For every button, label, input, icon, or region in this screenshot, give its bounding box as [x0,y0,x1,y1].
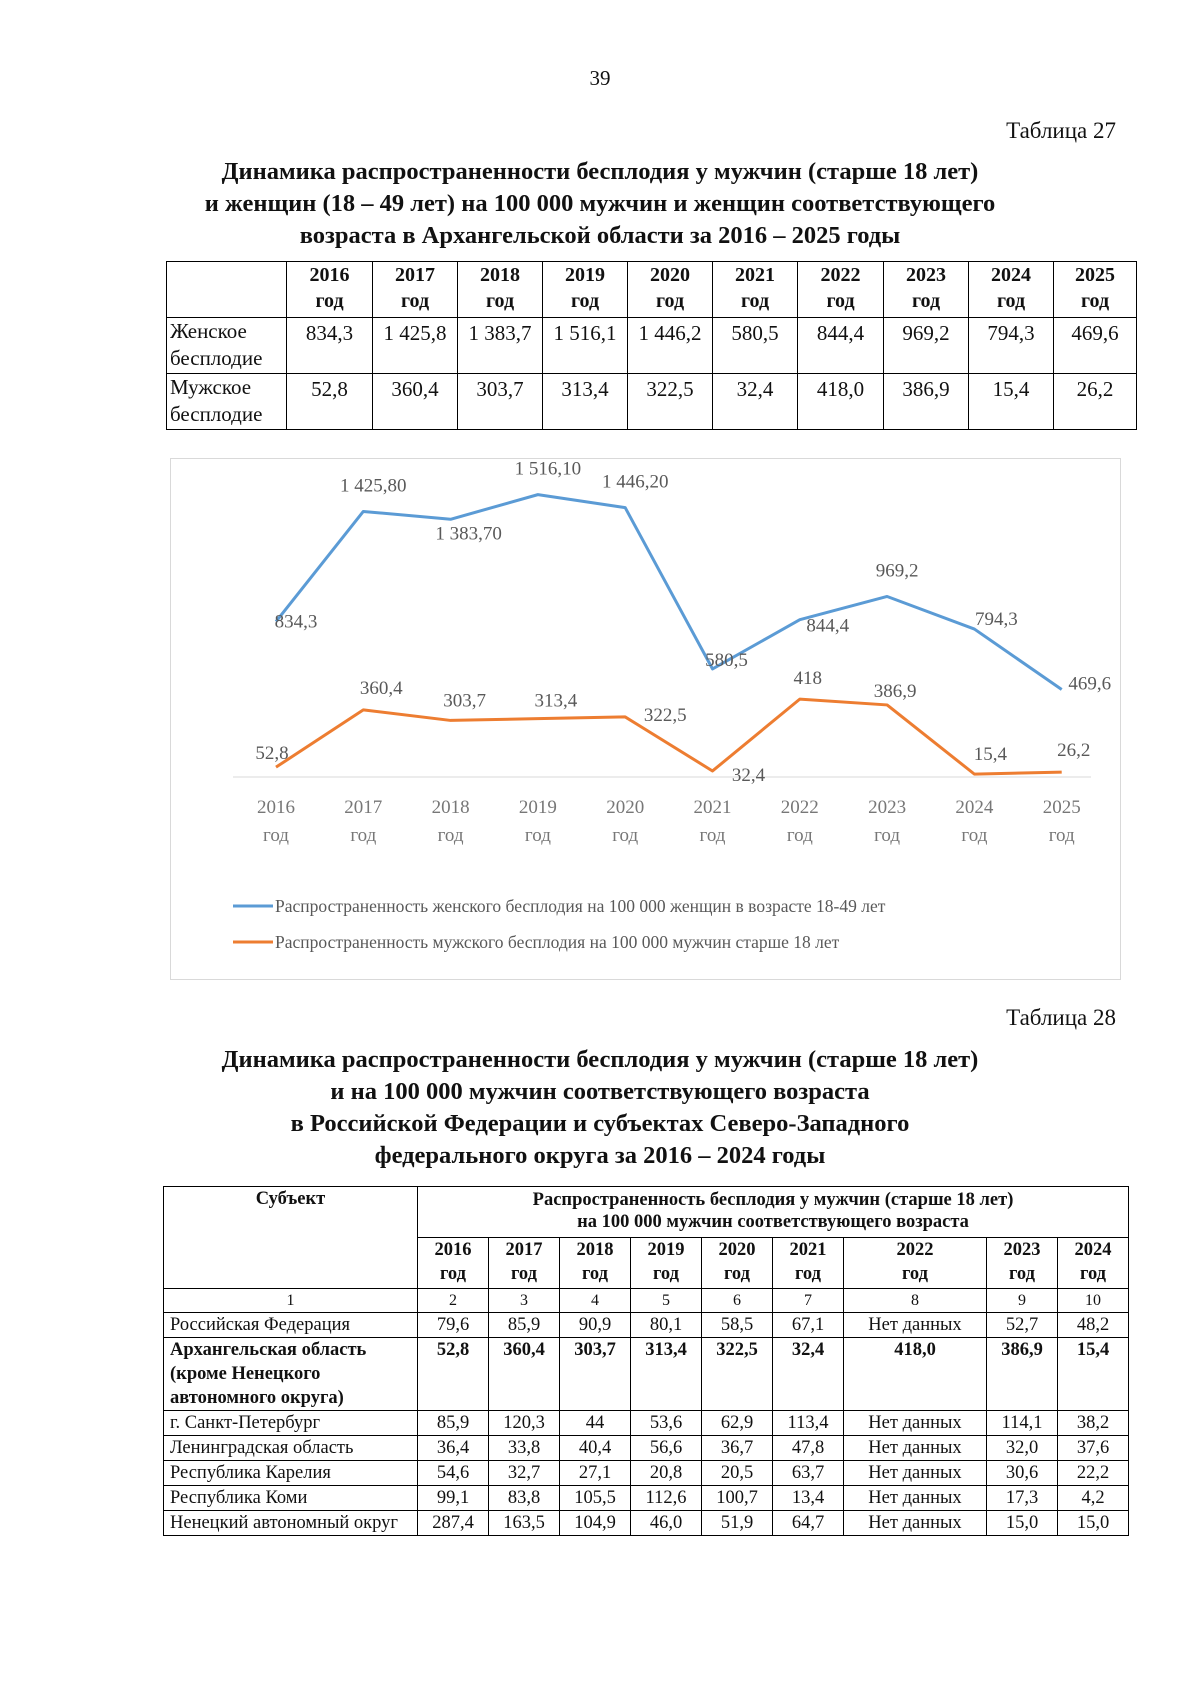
subject-name: Республика Коми [164,1486,418,1511]
table-cell: 52,7 [987,1313,1058,1338]
title-line: в Российской Федерации и субъектах Северо-Западного [290,1110,910,1137]
x-tick-label: 2021 год [693,797,732,846]
table-cell: 418,0 [798,374,884,430]
year-value: 2017 [395,264,435,286]
table-cell: 30,6 [987,1461,1058,1486]
data-label: 386,9 [873,680,917,702]
table-28 [163,1186,1129,1536]
title-line: и женщин (18 – 49 лет) на 100 000 мужчин и женщин соответствующего [204,190,996,217]
table-cell: 85,9 [489,1313,560,1338]
table-cell: 17,3 [987,1486,1058,1511]
subject-name: Ненецкий автономный округ [164,1511,418,1536]
year-value: 2020 [718,1240,756,1260]
table-cell: 99,1 [418,1486,489,1511]
year-suffix: год [652,1264,679,1284]
x-tick-label: 2016 год [257,797,295,846]
table-cell: Нет данных [844,1486,987,1511]
table-cell: 27,1 [560,1461,631,1486]
x-tick-label: 2024 год [955,797,994,846]
year-header-cell [987,1238,1058,1289]
group-header-line: Распространенность бесплодия у мужчин (старше 18 лет) [532,1190,1014,1210]
data-label: 360,4 [359,677,403,699]
year-header-cell [884,262,969,318]
table-cell: 1 425,8 [373,318,458,374]
table-27-title [100,156,1100,252]
row-label: Мужское бесплодие [167,374,287,430]
year-header-cell [702,1238,773,1289]
table-cell: 322,5 [628,374,713,430]
year-header-cell [373,262,458,318]
year-value: 2020 [650,264,690,286]
year-suffix: год [315,290,344,312]
year-suffix: год [570,290,600,312]
subject-name: Ленинградская область [164,1436,418,1461]
data-label: 844,4 [806,615,850,637]
year-header-cell [713,262,798,318]
x-tick-label: 2017 год [344,797,383,846]
table-cell: 20,8 [631,1461,702,1486]
table-cell: 287,4 [418,1511,489,1536]
table-cell: 13,4 [773,1486,844,1511]
table-cell: 56,6 [631,1436,702,1461]
column-number-cell: 2 [418,1289,489,1313]
series-line-female [276,495,1062,690]
table-cell: 1 383,7 [458,318,543,374]
data-label: 418 [793,668,823,690]
year-suffix: год [996,290,1026,312]
table-cell: 52,8 [418,1338,489,1411]
year-header-cell [543,262,628,318]
table-row [164,1511,1129,1536]
table-cell: 120,3 [489,1411,560,1436]
table-cell: 313,4 [631,1338,702,1411]
table-cell: 67,1 [773,1313,844,1338]
table-row [164,1461,1129,1486]
table-row [167,318,1137,374]
table-cell: 360,4 [489,1338,560,1411]
year-suffix: год [740,290,770,312]
table-cell: 1 516,1 [543,318,628,374]
table-cell: 48,2 [1058,1313,1129,1338]
x-tick-label: 2022 год [780,797,819,846]
year-suffix: год [901,1264,928,1284]
x-tick-label: 2018 год [431,797,470,846]
year-value: 2016 [309,264,350,286]
year-suffix: год [400,290,430,312]
column-number-cell: 7 [773,1289,844,1313]
table-cell: 386,9 [884,374,969,430]
title-line: Динамика распространенности бесплодия у мужчин (старше 18 лет) [221,158,979,185]
title-line: Динамика распространенности бесплодия у мужчин (старше 18 лет) [221,1046,979,1073]
table-cell: 54,6 [418,1461,489,1486]
table-cell: 15,4 [1058,1338,1129,1411]
table-cell: 20,5 [702,1461,773,1486]
title-line: возраста в Архангельской области за 2016 – 2025 годы [299,222,901,249]
table-cell: Нет данных [844,1411,987,1436]
legend-label: Распространенность мужского бесплодия на 100 000 мужчин старше 18 лет [275,932,840,952]
column-number-cell: 9 [987,1289,1058,1313]
year-header-cell [798,262,884,318]
table-cell: 85,9 [418,1411,489,1436]
column-number-cell: 8 [844,1289,987,1313]
year-header-cell [773,1238,844,1289]
table-cell: 90,9 [560,1313,631,1338]
table-cell: 38,2 [1058,1411,1129,1436]
table-header-row [167,262,1137,318]
year-value: 2018 [576,1240,614,1260]
year-suffix: год [723,1264,750,1284]
data-label: 794,3 [975,609,1018,631]
table-cell: 105,5 [560,1486,631,1511]
year-value: 2024 [1074,1240,1112,1260]
title-line: и на 100 000 мужчин соответствующего возраста [330,1078,870,1105]
chart-container [170,458,1121,980]
table-cell: 104,9 [560,1511,631,1536]
data-label: 1 446,20 [601,471,669,493]
table-row [164,1411,1129,1436]
row-label: Женское бесплодие [167,318,287,374]
data-label: 969,2 [875,560,919,582]
subject-name: Российская Федерация [164,1313,418,1338]
table-cell: 32,7 [489,1461,560,1486]
table-28-label: Таблица 28 [1006,1005,1116,1030]
table-cell: 26,2 [1054,374,1137,430]
table-row [167,374,1137,430]
table-cell: 322,5 [702,1338,773,1411]
x-tick-label: 2019 год [518,797,557,846]
table-cell: Нет данных [844,1436,987,1461]
year-suffix: год [439,1264,466,1284]
year-value: 2019 [565,264,605,286]
year-header-cell [844,1238,987,1289]
page-number: 39 [589,66,611,90]
table-cell: 469,6 [1054,318,1137,374]
year-suffix: год [1080,1264,1107,1284]
table-cell: 22,2 [1058,1461,1129,1486]
table-cell: 36,7 [702,1436,773,1461]
data-label: 1 383,70 [435,523,502,545]
year-header-cell [489,1238,560,1289]
year-header-cell [1058,1238,1129,1289]
table-cell: 44 [560,1411,631,1436]
year-suffix: год [485,290,515,312]
table-cell: Нет данных [844,1461,987,1486]
table-cell: 834,3 [287,318,373,374]
column-number-row [164,1289,1129,1313]
subject-header: Субъект [164,1187,418,1289]
table-cell: 303,7 [560,1338,631,1411]
table-cell: 47,8 [773,1436,844,1461]
table-cell: 163,5 [489,1511,560,1536]
table-cell: 63,7 [773,1461,844,1486]
year-value: 2021 [735,264,775,286]
year-value: 2018 [480,264,520,286]
x-tick-label: 2023 год [868,797,907,846]
table-cell: 360,4 [373,374,458,430]
year-value: 2016 [434,1240,472,1260]
year-header-cell [631,1238,702,1289]
table-cell: 1 446,2 [628,318,713,374]
year-value: 2022 [896,1240,934,1260]
column-number-cell: 10 [1058,1289,1129,1313]
table-cell: 58,5 [702,1313,773,1338]
data-label: 313,4 [534,690,578,712]
data-label: 52,8 [255,743,289,765]
year-value: 2025 [1075,264,1115,286]
year-value: 2024 [991,264,1031,286]
data-label: 322,5 [643,704,687,726]
table-cell: 303,7 [458,374,543,430]
table-row [164,1436,1129,1461]
year-value: 2023 [906,264,946,286]
data-label: 1 516,10 [514,459,582,480]
year-header-cell [458,262,543,318]
subject-name: г. Санкт-Петербург [164,1411,418,1436]
year-suffix: год [794,1264,821,1284]
table-cell: 313,4 [543,374,628,430]
year-value: 2023 [1003,1240,1041,1260]
year-suffix: год [826,290,855,312]
data-label: 834,3 [274,611,318,633]
group-header-line: на 100 000 мужчин соответствующего возраста [577,1212,969,1232]
data-label: 469,6 [1068,673,1112,695]
title-line: федерального округа за 2016 – 2024 годы [374,1142,826,1169]
table-cell: 83,8 [489,1486,560,1511]
year-suffix: год [911,290,941,312]
year-header-cell [1054,262,1137,318]
year-suffix: год [510,1264,537,1284]
year-value: 2022 [820,264,861,286]
empty-header-cell [167,262,287,318]
group-header [418,1187,1129,1238]
table-27-label: Таблица 27 [1006,118,1116,143]
data-label: 26,2 [1057,740,1091,762]
subject-name: Архангельская область (кроме Ненецкого автономного округа) [164,1338,418,1411]
x-tick-label: 2025 год [1042,797,1081,846]
year-suffix: год [1080,290,1110,312]
column-number-cell: 6 [702,1289,773,1313]
table-cell: 112,6 [631,1486,702,1511]
column-number-cell: 4 [560,1289,631,1313]
table-cell: 33,8 [489,1436,560,1461]
table-cell: 32,0 [987,1436,1058,1461]
table-27 [166,261,1137,430]
table-cell: 64,7 [773,1511,844,1536]
column-number-cell: 3 [489,1289,560,1313]
table-cell: 4,2 [1058,1486,1129,1511]
year-suffix: год [655,290,685,312]
table-cell: 418,0 [844,1338,987,1411]
year-value: 2019 [647,1240,685,1260]
data-label: 15,4 [973,744,1008,766]
table-cell: 386,9 [987,1338,1058,1411]
table-cell: 53,6 [631,1411,702,1436]
legend-label: Распространенность женского бесплодия на 100 000 женщин в возрасте 18-49 лет [275,896,886,916]
table-cell: 15,4 [969,374,1054,430]
table-cell: 969,2 [884,318,969,374]
table-cell: 113,4 [773,1411,844,1436]
table-cell: 80,1 [631,1313,702,1338]
table-cell: 100,7 [702,1486,773,1511]
subject-name: Республика Карелия [164,1461,418,1486]
table-row [164,1486,1129,1511]
table-cell: 844,4 [798,318,884,374]
data-label: 1 425,80 [340,475,407,497]
table-cell: 52,8 [287,374,373,430]
year-suffix: год [581,1264,608,1284]
table-28-title [100,1044,1100,1172]
table-cell: 46,0 [631,1511,702,1536]
data-label: 32,4 [731,764,766,786]
year-value: 2021 [789,1240,827,1260]
table-cell: 37,6 [1058,1436,1129,1461]
column-number-cell: 5 [631,1289,702,1313]
table-cell: 580,5 [713,318,798,374]
table-cell: Нет данных [844,1313,987,1338]
table-cell: 15,0 [987,1511,1058,1536]
data-label: 580,5 [705,649,748,671]
table-cell: 51,9 [702,1511,773,1536]
year-header-cell [628,262,713,318]
table-cell: 15,0 [1058,1511,1129,1536]
year-suffix: год [1008,1264,1035,1284]
table-row [164,1313,1129,1338]
table-cell: 36,4 [418,1436,489,1461]
table-cell: 114,1 [987,1411,1058,1436]
table-cell: 79,6 [418,1313,489,1338]
line-chart [171,459,1120,979]
year-header-cell [969,262,1054,318]
data-label: 303,7 [443,690,486,712]
year-header-cell [560,1238,631,1289]
table-cell: Нет данных [844,1511,987,1536]
table-header-row [164,1187,1129,1238]
table-cell: 32,4 [713,374,798,430]
x-tick-label: 2020 год [606,797,645,846]
table-row [164,1338,1129,1411]
table-cell: 62,9 [702,1411,773,1436]
year-value: 2017 [505,1240,543,1260]
year-header-cell [418,1238,489,1289]
table-cell: 32,4 [773,1338,844,1411]
table-cell: 40,4 [560,1436,631,1461]
table-cell: 794,3 [969,318,1054,374]
column-number-cell: 1 [164,1289,418,1313]
year-header-cell [287,262,373,318]
